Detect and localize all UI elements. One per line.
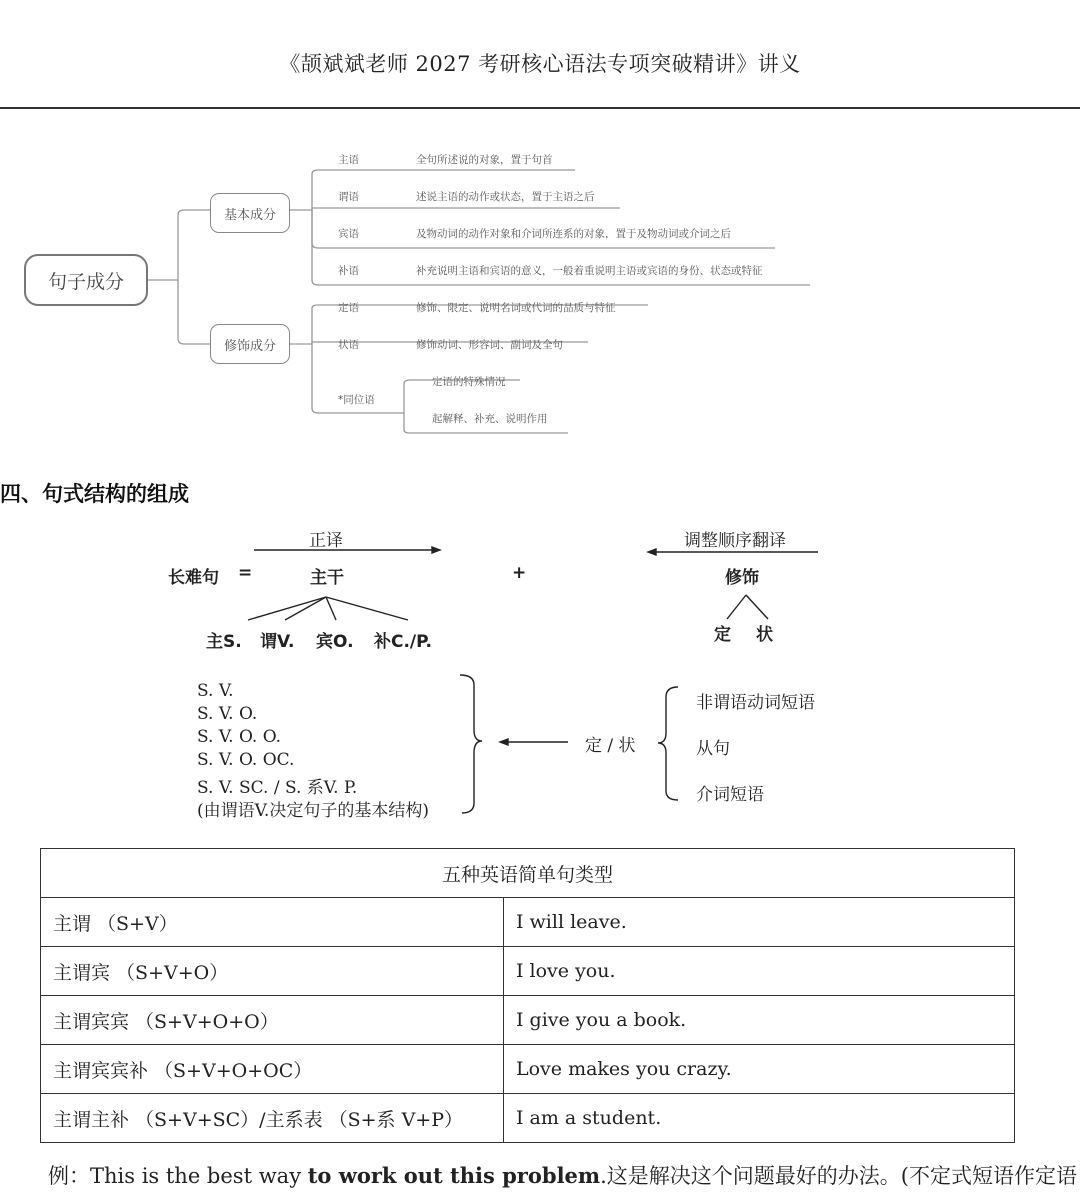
example-cell: I give you a book. — [504, 996, 1015, 1045]
example-cell: I am a student. — [504, 1094, 1015, 1143]
attributive-adverbial-label: 定 / 状 — [585, 736, 636, 756]
form-prepositional: 介词短语 — [696, 785, 764, 805]
example-sentence — [48, 1160, 1077, 1190]
example-prefix: 例：This is the best way — [48, 1164, 308, 1188]
reorder-translation-label: 调整顺序翻译 — [684, 531, 786, 551]
predicate-desc: 述说主语的动作或状态，置于主语之后 — [416, 191, 595, 203]
mod-adverbial: 状 — [756, 625, 773, 645]
example-bold-phrase: to work out this problem — [307, 1163, 601, 1188]
complement-label: 补语 — [338, 265, 359, 277]
adverbial-label: 状语 — [338, 339, 359, 351]
component-predicate: 谓V. — [260, 632, 295, 652]
plus-sign: + — [512, 563, 527, 583]
component-object: 宾O. — [316, 632, 354, 652]
subject-desc: 全句所述说的对象，置于句首 — [416, 154, 553, 166]
table-header-row — [41, 849, 1015, 898]
table-title: 五种英语简单句类型 — [41, 849, 1015, 898]
attributive-label: 定语 — [338, 302, 359, 314]
sentence-types-table — [40, 848, 1015, 1143]
component-subject: 主S. — [206, 632, 242, 652]
sentence-structure-diagram — [0, 515, 1080, 835]
component-complement: 补C./P. — [374, 632, 432, 652]
section-title: 四、句式结构的组成 — [0, 482, 189, 506]
mod-attributive: 定 — [714, 625, 731, 645]
pattern-5: S. V. SC. / S. 系V. P. — [197, 778, 358, 798]
modifier-components-node: 修饰成分 — [210, 324, 290, 364]
appositive-sub-1: 定语的特殊情况 — [432, 376, 506, 388]
form-nonfinite: 非谓语动词短语 — [696, 693, 815, 713]
example-cell: Love makes you crazy. — [504, 1045, 1015, 1094]
header-rule — [0, 107, 1080, 109]
mindmap-root: 句子成分 — [24, 254, 148, 306]
subject-label: 主语 — [338, 154, 359, 166]
object-desc: 及物动词的动作对象和介词所连系的对象，置于及物动词或介词之后 — [416, 228, 731, 240]
example-cell: I will leave. — [504, 898, 1015, 947]
table-row — [41, 947, 1015, 996]
basic-components-node: 基本成分 — [210, 193, 290, 233]
type-cell: 主谓主补 （S+V+SC）/主系表 （S+系 V+P） — [41, 1094, 504, 1143]
complement-desc: 补充说明主语和宾语的意义，一般着重说明主语或宾语的身份、状态或特征 — [416, 265, 763, 277]
example-suffix: .这是解决这个问题最好的办法。(不定式短语作定语 — [600, 1164, 1077, 1188]
direct-translation-label: 正译 — [309, 531, 343, 551]
pattern-4: S. V. O. OC. — [197, 750, 295, 770]
adverbial-desc: 修饰动词、形容词、副词及全句 — [416, 339, 563, 351]
sentence-components-mindmap — [0, 130, 1080, 450]
table-row — [41, 1094, 1015, 1143]
trunk-label: 主干 — [310, 568, 344, 588]
type-cell: 主谓 （S+V） — [41, 898, 504, 947]
table-row — [41, 996, 1015, 1045]
predicate-label: 谓语 — [338, 191, 359, 203]
type-cell: 主谓宾宾 （S+V+O+O） — [41, 996, 504, 1045]
example-cell: I love you. — [504, 947, 1015, 996]
pattern-3: S. V. O. O. — [197, 727, 282, 747]
table-row — [41, 1045, 1015, 1094]
appositive-label: *同位语 — [338, 394, 375, 406]
page-header: 《颉斌斌老师 2027 考研核心语法专项突破精讲》讲义 — [279, 52, 801, 76]
structure-lines — [0, 515, 1080, 835]
pattern-1: S. V. — [197, 681, 234, 701]
modifier-label: 修饰 — [725, 568, 759, 588]
form-clause: 从句 — [696, 739, 730, 759]
pattern-2: S. V. O. — [197, 704, 258, 724]
type-cell: 主谓宾宾补 （S+V+O+OC） — [41, 1045, 504, 1094]
object-label: 宾语 — [338, 228, 359, 240]
pattern-note: (由谓语V.决定句子的基本结构) — [197, 801, 429, 821]
type-cell: 主谓宾 （S+V+O） — [41, 947, 504, 996]
equals-sign: = — [238, 563, 253, 583]
table-row — [41, 898, 1015, 947]
attributive-desc: 修饰、限定、说明名词或代词的品质与特征 — [416, 302, 616, 314]
long-sentence-label: 长难句 — [168, 568, 219, 588]
appositive-sub-2: 起解释、补充、说明作用 — [432, 413, 548, 425]
mindmap-connectors — [0, 130, 1080, 450]
